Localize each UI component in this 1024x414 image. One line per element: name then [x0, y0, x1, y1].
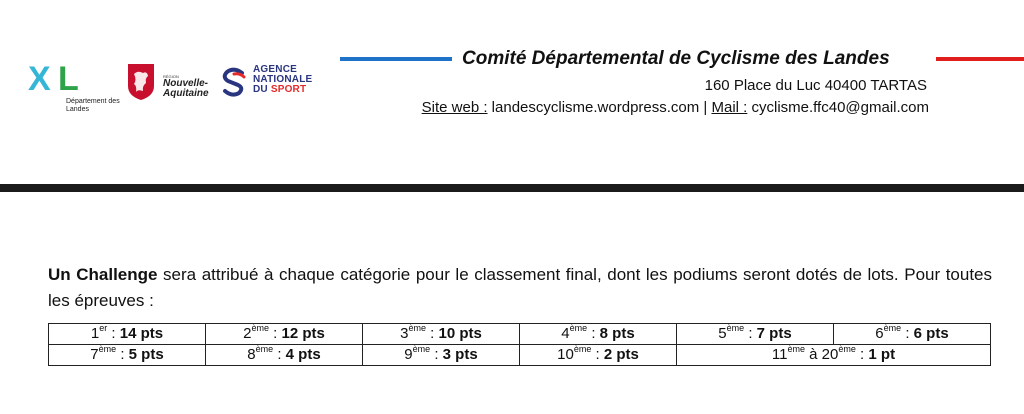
challenge-bold: Un Challenge [48, 265, 158, 284]
table-cell: 6ème : 6 pts [834, 324, 991, 345]
table-cell: 2ème : 12 pts [206, 324, 363, 345]
xl-logo-x: X [28, 60, 49, 98]
ans-s-icon [220, 67, 248, 97]
region-label: RÉGION [163, 74, 179, 79]
ans-sport: SPORT [270, 84, 307, 95]
ans-line3 [253, 85, 312, 95]
mail-link[interactable]: cyclisme.ffc40@gmail.com [747, 99, 929, 116]
blue-accent-line [340, 57, 452, 61]
departement-landes-logo [28, 62, 118, 116]
committee-title: Comité Départemental de Cyclisme des Landes [462, 48, 890, 69]
challenge-paragraph [48, 262, 992, 314]
challenge-text: sera attribué à chaque catégorie pour le classement final, dont les podiums seront dotés de lots. Pour toutes les épreuves : [48, 265, 993, 310]
ans-line2: NATIONALE [253, 74, 313, 85]
ans-du: DU [253, 84, 271, 95]
table-cell: 8ème : 4 pts [206, 345, 363, 366]
xl-logo-caption: Département des Landes [66, 98, 120, 113]
ans-text [253, 65, 312, 95]
site-link[interactable]: landescyclisme.wordpress.com | [487, 99, 712, 116]
ans-line1: AGENCE [253, 64, 297, 75]
agence-nationale-du-sport-logo [220, 63, 330, 107]
table-row [49, 345, 991, 366]
table-cell: 10ème : 2 pts [520, 345, 677, 366]
points-table [48, 323, 991, 366]
nouvelle-aquitaine-logo [126, 62, 218, 112]
table-cell: 7ème : 5 pts [49, 345, 206, 366]
site-label: Site web : [421, 99, 488, 116]
header-separator [0, 184, 1024, 192]
table-cell: 9ème : 3 pts [363, 345, 520, 366]
table-cell: 4ème : 8 pts [520, 324, 677, 345]
table-row [49, 324, 991, 345]
lion-shield-icon [126, 62, 156, 102]
table-cell: 1er : 14 pts [49, 324, 206, 345]
xl-logo-l: L [58, 60, 79, 98]
table-cell: 3ème : 10 pts [363, 324, 520, 345]
region-name: Nouvelle-Aquitaine [163, 78, 209, 99]
mail-label: Mail : [711, 99, 748, 116]
red-accent-line [936, 57, 1024, 61]
address: 160 Place du Luc 40400 TARTAS [704, 77, 927, 94]
table-cell: 11ème à 20ème : 1 pt [677, 345, 991, 366]
table-cell: 5ème : 7 pts [677, 324, 834, 345]
contact-line [422, 99, 929, 116]
